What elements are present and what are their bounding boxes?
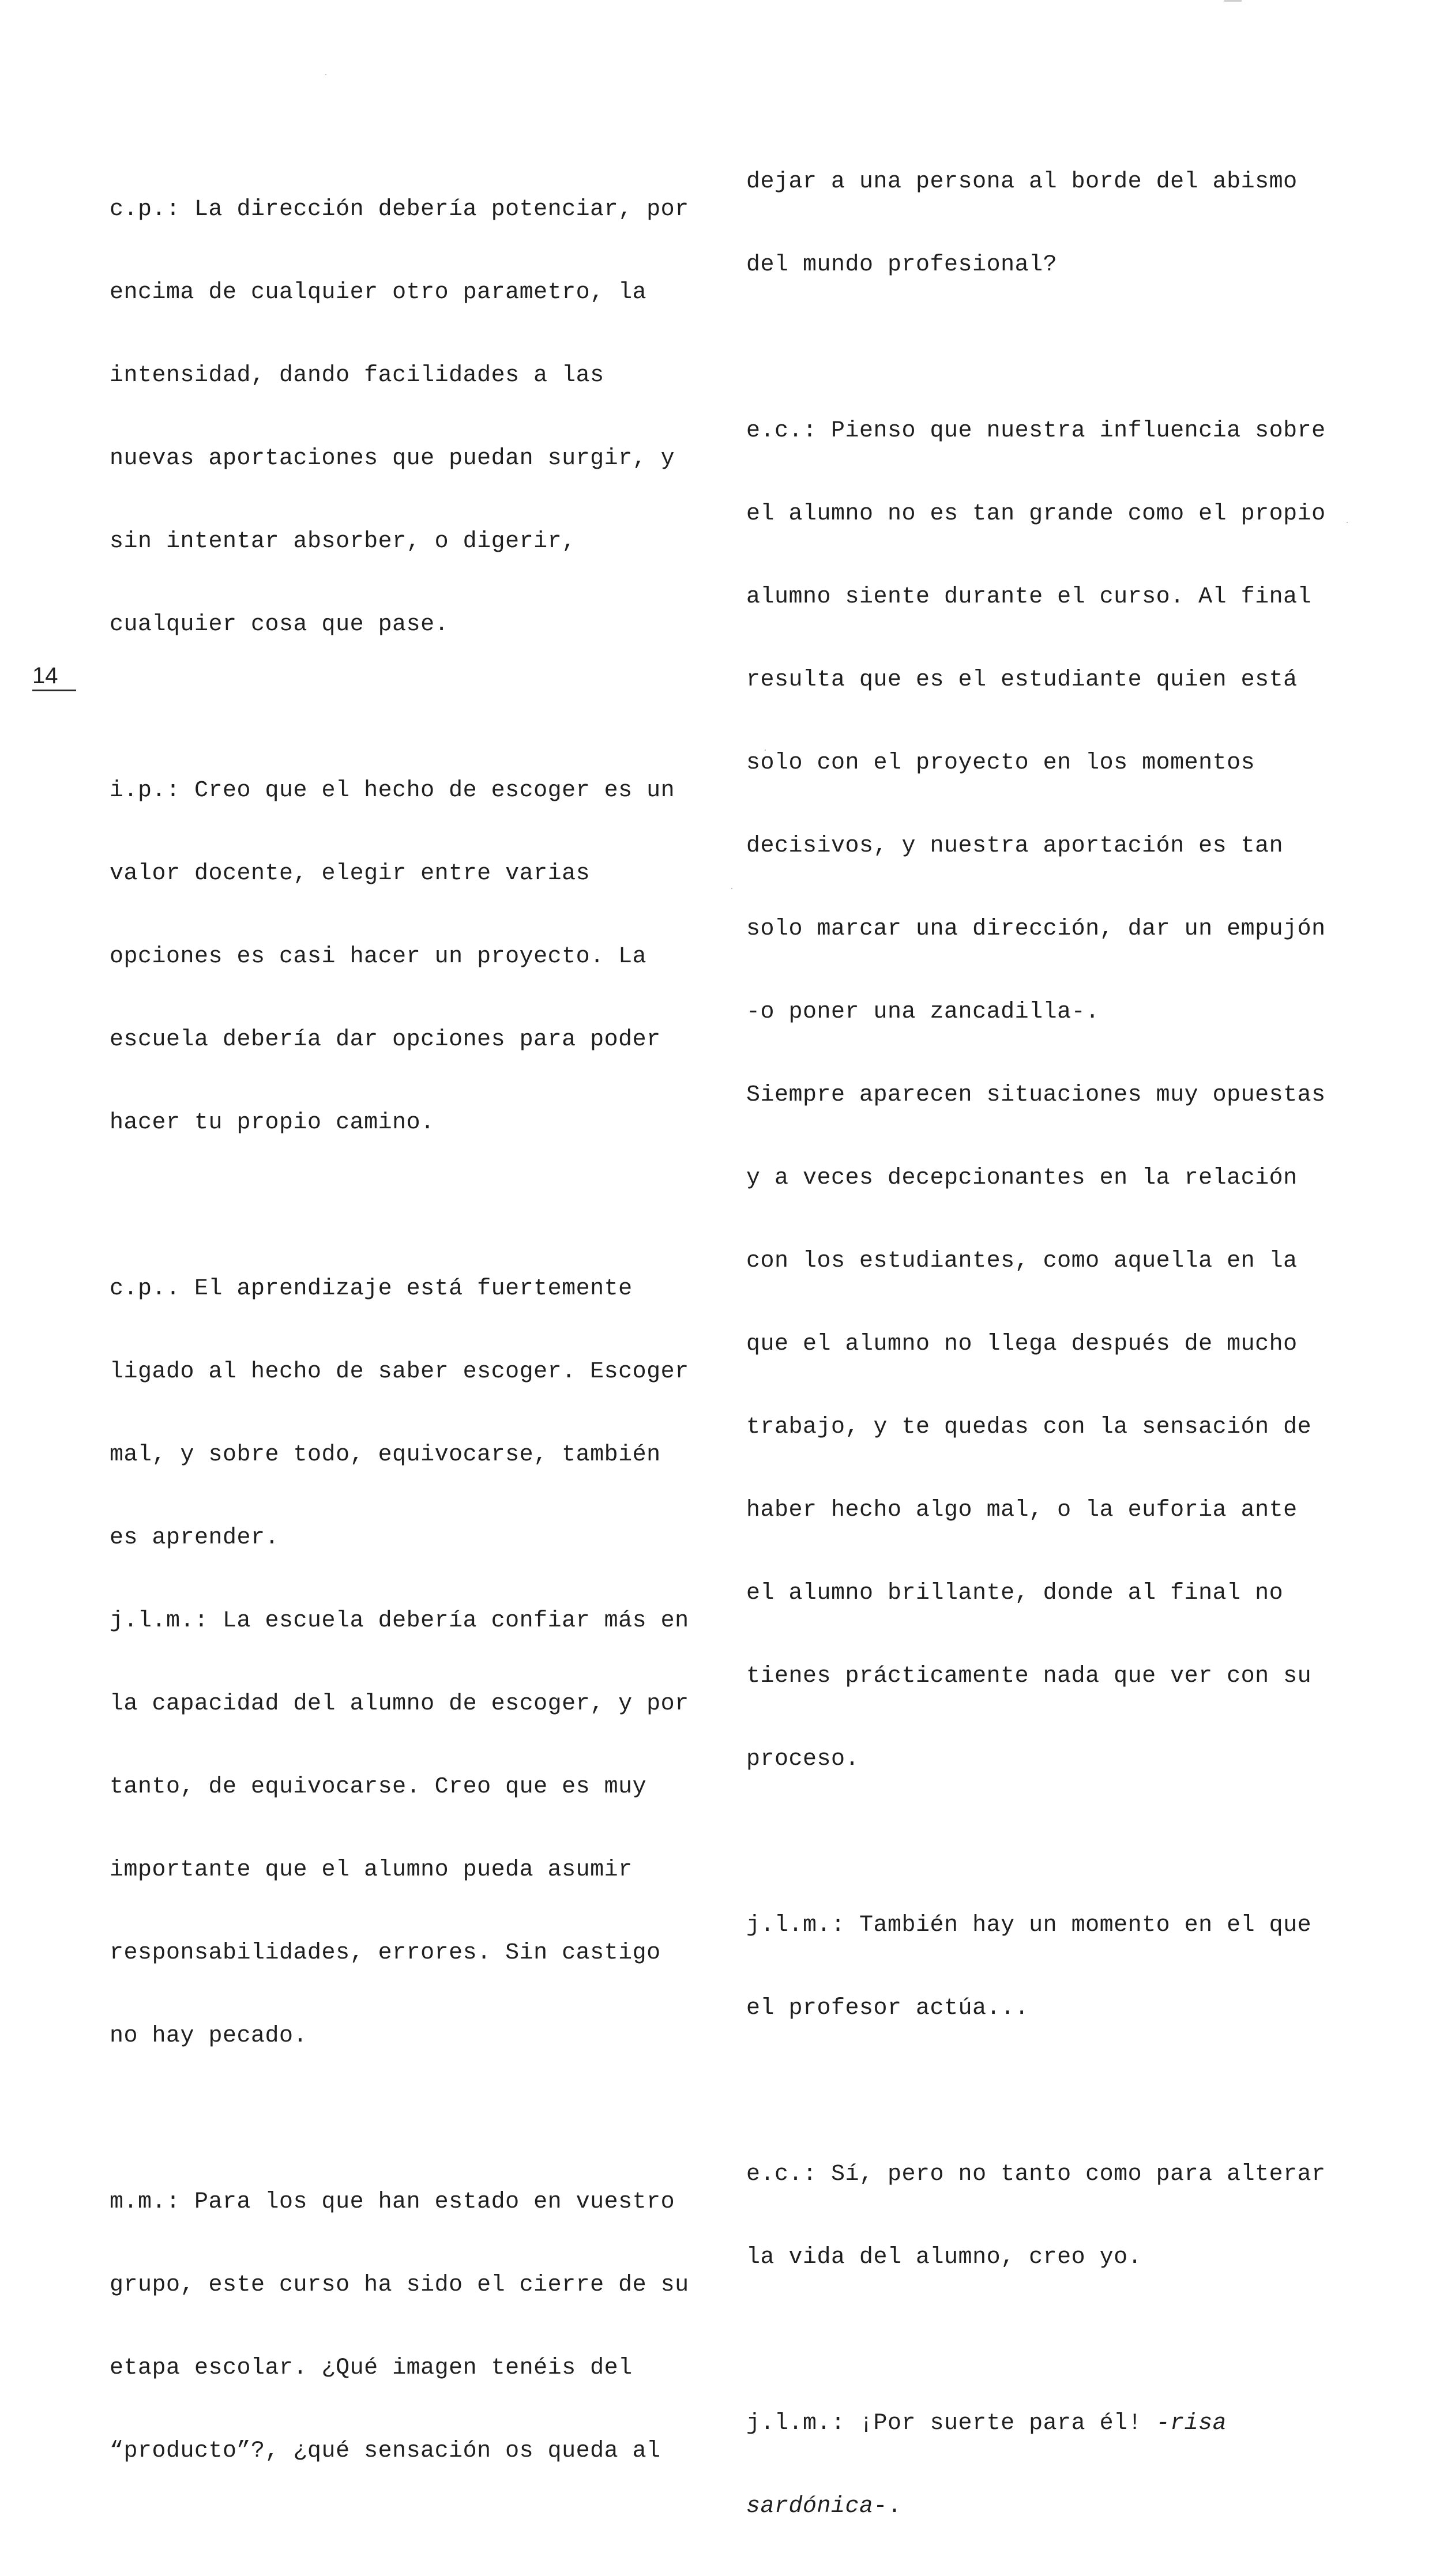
text-line: es aprender. (110, 1525, 280, 1551)
paragraph-ec-influencia (746, 362, 1358, 1829)
text-line: hacer tu propio camino. (110, 1110, 435, 1136)
text-line: valor docente, elegir entre varias (110, 861, 591, 887)
text-line: responsabilidades, errores. Sin castigo (110, 1940, 661, 1966)
text-run: -. (873, 2494, 902, 2519)
text-line: que el alumno no llega después de mucho (746, 1331, 1298, 1357)
scan-speck (325, 74, 326, 75)
text-line: intensidad, dando facilidades a las (110, 363, 604, 389)
text-line: grupo, este curso ha sido el cierre de su (110, 2272, 689, 2298)
text-line: trabajo, y te quedas con la sensación de (746, 1414, 1312, 1440)
text-line: importante que el alumno pueda asumir (110, 1857, 633, 1883)
page-number: 14 (32, 663, 58, 688)
text-line: decisivos, y nuestra aportación es tan (746, 833, 1284, 859)
text-line: -o poner una zancadilla-. (746, 999, 1100, 1025)
text-line: c.p.: La dirección debería potenciar, por (110, 197, 689, 223)
scan-speck (731, 888, 732, 889)
text-line: el alumno brillante, donde al final no (746, 1580, 1284, 1606)
left-column (110, 141, 721, 2521)
text-line: j.l.m.: La escuela debería confiar más en (110, 1608, 689, 1634)
text-line: del mundo profesional? (746, 252, 1058, 278)
text-line: encima de cualquier otro parametro, la (110, 280, 647, 306)
paragraph-ec-alterar (746, 2106, 1358, 2327)
text-line: tienes prácticamente nada que ver con su (746, 1663, 1312, 1689)
paragraph-cp-aprendizaje (110, 1220, 721, 2106)
paragraph-mm-pregunta (110, 2133, 721, 2521)
text-line: el alumno no es tan grande como el propio (746, 501, 1326, 527)
text-line: la vida del alumno, creo yo. (746, 2244, 1142, 2270)
text-line: sin intentar absorber, o digerir, (110, 529, 576, 555)
text-line: j.l.m.: También hay un momento en el que (746, 1912, 1312, 1938)
text-line: el profesor actúa... (746, 1995, 1029, 2021)
text-line: resulta que es el estudiante quien está (746, 667, 1298, 693)
text-line: e.c.: Sí, pero no tanto como para alterar (746, 2161, 1326, 2187)
text-line: i.p.: Creo que el hecho de escoger es un (110, 778, 675, 804)
text-line: solo con el proyecto en los momentos (746, 750, 1255, 776)
text-line: mal, y sobre todo, equivocarse, también (110, 1442, 661, 1468)
text-line: e.c.: Pienso que nuestra influencia sobre (746, 418, 1326, 444)
text-line: escuela debería dar opciones para poder (110, 1027, 661, 1053)
text-line (746, 2410, 1358, 2438)
text-line: tanto, de equivocarse. Creo que es muy (110, 1774, 647, 1800)
text-line: la capacidad del alumno de escoger, y por (110, 1691, 689, 1717)
text-line: dejar a una persona al borde del abismo (746, 169, 1298, 195)
paragraph-jlm-profesor (746, 1856, 1358, 2078)
text-line: opciones es casi hacer un proyecto. La (110, 944, 647, 970)
paragraph-ip-escoger (110, 722, 721, 1192)
paragraph-jlm-suerte (746, 2355, 1358, 2576)
text-line (746, 2493, 1358, 2521)
text-line: cualquier cosa que pase. (110, 612, 449, 638)
text-line: “producto”?, ¿qué sensación os queda al (110, 2438, 661, 2464)
text-line: nuevas aportaciones que puedan surgir, y (110, 446, 675, 472)
text-line: no hay pecado. (110, 2023, 308, 2049)
italic-text-run: -risa (1156, 2411, 1227, 2436)
italic-text-run: sardónica (746, 2494, 874, 2519)
text-line: proceso. (746, 1746, 860, 1772)
text-line: haber hecho algo mal, o la euforia ante (746, 1497, 1298, 1523)
text-line: solo marcar una dirección, dar un empujón (746, 916, 1326, 942)
text-line: con los estudiantes, como aquella en la (746, 1248, 1298, 1274)
text-line: alumno siente durante el curso. Al final (746, 584, 1312, 610)
paragraph-cp-direccion (110, 141, 721, 694)
text-run: j.l.m.: ¡Por suerte para él! (746, 2411, 1156, 2436)
text-line: m.m.: Para los que han estado en vuestro (110, 2189, 675, 2215)
page-number-rule (32, 690, 76, 691)
paragraph-pregunta-continuacion (746, 113, 1358, 334)
text-line: ligado al hecho de saber escoger. Escoger (110, 1359, 689, 1385)
text-line: etapa escolar. ¿Qué imagen tenéis del (110, 2355, 633, 2381)
text-line: y a veces decepcionantes en la relación (746, 1165, 1298, 1191)
text-line: c.p.. El aprendizaje está fuertemente (110, 1276, 633, 1302)
scan-edge-mark (1224, 0, 1242, 2)
text-line: Siempre aparecen situaciones muy opuestas (746, 1082, 1326, 1108)
right-column (746, 113, 1358, 2576)
